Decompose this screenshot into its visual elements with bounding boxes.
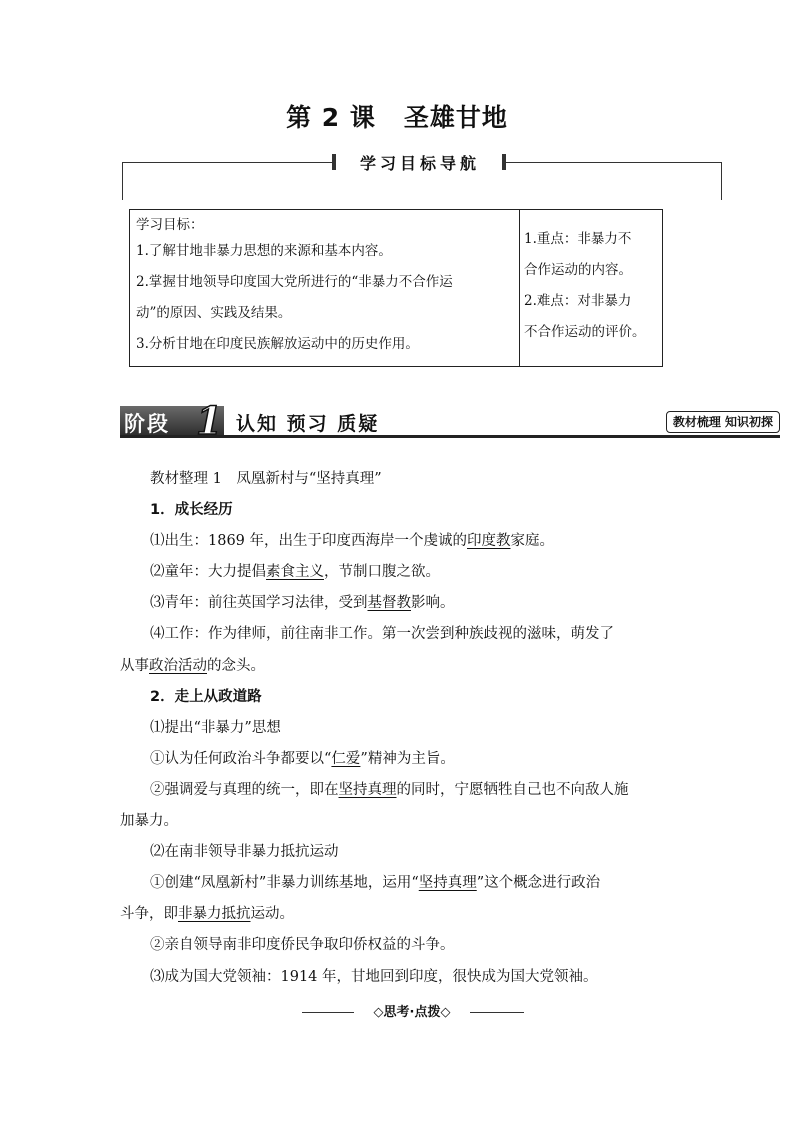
nav-cap-right — [502, 154, 506, 170]
text-line: ⑵在南非领导非暴力抵抗运动 — [150, 844, 339, 861]
part2-heading: 2．走上从政道路 — [150, 688, 262, 705]
goal-item: 1.了解甘地非暴力思想的来源和基本内容。 — [136, 243, 392, 259]
lesson-number: 第 2 课 — [286, 103, 376, 132]
goals-list — [130, 210, 520, 366]
nav-divider-left — [122, 162, 334, 163]
text-line: 从事政治活动的念头。 — [120, 657, 265, 674]
stage-banner — [120, 398, 780, 443]
nav-divider-right — [506, 162, 722, 163]
goal-item: 2.掌握甘地领导印度国大党所进行的“非暴力不合作运 — [136, 274, 453, 290]
nav-bracket-left — [122, 162, 123, 200]
text-line: 斗争，即非暴力抵抗运动。 — [120, 906, 294, 923]
text-line: ①认为任何政治斗争都要以“仁爱”精神为主旨。 — [150, 750, 455, 767]
goal-item: 动”的原因、实践及结果。 — [136, 305, 292, 321]
text-line: ⑵童年：大力提倡素食主义，节制口腹之欲。 — [150, 564, 440, 581]
focus-points — [520, 210, 662, 366]
nav-title: 学习目标导航 — [359, 154, 480, 173]
footer-rule-right — [470, 1012, 524, 1013]
text-line: ⑶青年：前往英国学习法律，受到基督教影响。 — [150, 595, 455, 612]
lesson-title — [0, 98, 794, 134]
focus-line: 合作运动的内容。 — [524, 262, 632, 278]
text-line: ⑶成为国大党领袖：1914 年，甘地回到印度，很快成为国大党领袖。 — [150, 968, 598, 985]
text-line: 加暴力。 — [120, 813, 178, 830]
nav-bracket-right — [721, 162, 722, 200]
focus-line: 2.难点：对非暴力 — [524, 293, 632, 309]
section-title: 教材整理 1 凤凰新村与“坚持真理” — [150, 471, 382, 487]
lesson-content — [120, 464, 680, 993]
lesson-name: 圣雄甘地 — [403, 103, 508, 132]
footer-rule-left — [302, 1012, 354, 1013]
text-line: ①创建“凤凰新村”非暴力训练基地，运用“坚持真理”这个概念进行政治 — [150, 875, 601, 892]
text-line: ⑷工作：作为律师，前往南非工作。第一次尝到种族歧视的滋味，萌发了 — [150, 626, 614, 643]
stage-tag: 教材梳理 知识初探 — [666, 411, 780, 433]
key-term: 素食主义 — [266, 564, 324, 581]
key-term: 坚持真理 — [418, 875, 477, 892]
goal-item: 3.分析甘地在印度民族解放运动中的历史作用。 — [136, 336, 419, 352]
learning-goals-table — [129, 209, 663, 367]
part1-heading: 1．成长经历 — [150, 502, 233, 519]
goals-heading: 学习目标： — [136, 217, 204, 233]
key-term: 非暴力抵抗 — [178, 906, 251, 923]
stage-word: 阶段 — [124, 412, 170, 436]
think-hint-label: ◇思考·点拨◇ — [373, 1005, 451, 1020]
text-line: ⑴提出“非暴力”思想 — [150, 719, 281, 736]
nav-cap-left — [332, 154, 336, 170]
text-line: ⑴出生：1869 年，出生于印度西海岸一个虔诚的印度教家庭。 — [150, 533, 555, 550]
stage-title: 认知 预习 质疑 — [236, 413, 380, 435]
key-term: 政治活动 — [149, 657, 207, 674]
focus-line: 不合作运动的评价。 — [524, 324, 646, 340]
key-term: 印度教 — [467, 533, 511, 550]
text-line: ②亲自领导南非印度侨民争取印侨权益的斗争。 — [150, 937, 455, 954]
key-term: 基督教 — [367, 595, 411, 612]
stage-number: 1 — [196, 398, 223, 443]
key-term: 仁爱 — [331, 750, 361, 767]
text-line: ②强调爱与真理的统一，即在坚持真理的同时，宁愿牺牲自己也不向敌人施 — [150, 781, 629, 798]
focus-line: 1.重点：非暴力不 — [524, 231, 632, 247]
key-term: 坚持真理 — [338, 781, 397, 798]
